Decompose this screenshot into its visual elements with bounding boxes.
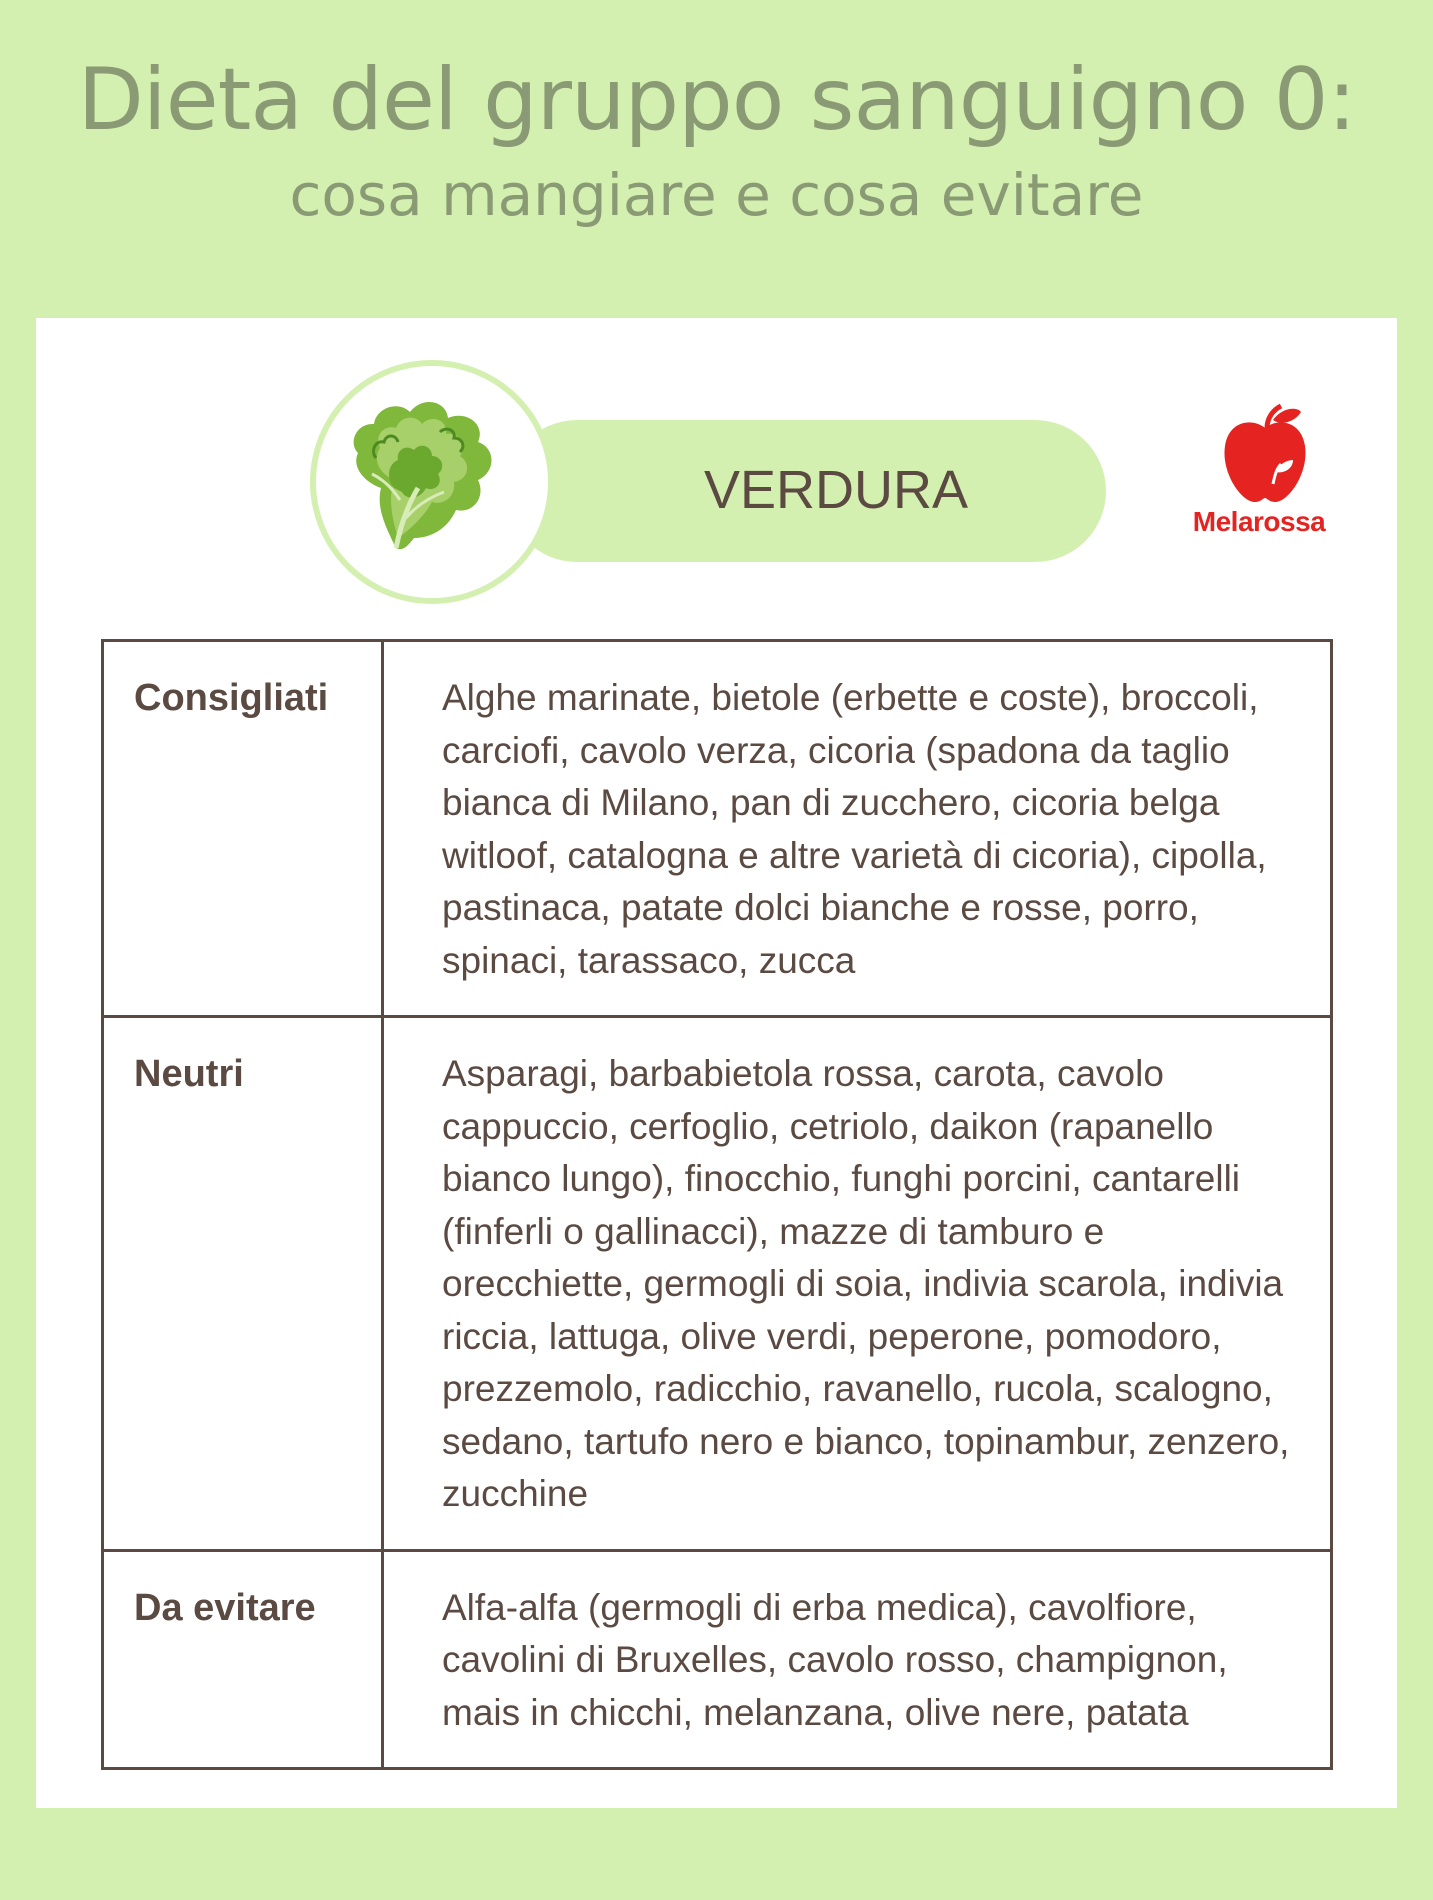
table-row — [103, 641, 1332, 1017]
category-items: Alghe marinate, bietole (erbette e coste), broccoli, carciofi, cavolo verza, cicoria (spadona da taglio bianca di Milano, pan di zucchero, cicoria belga witloof, catalogna e altre varietà di cicoria), cipolla, pastinaca, patate dolci bianche e rosse, porro, spinaci, tarassaco, zucca — [383, 641, 1332, 1017]
category-label: Da evitare — [103, 1550, 383, 1769]
category-label: Neutri — [103, 1017, 383, 1551]
title-block — [0, 40, 1433, 230]
diet-table — [101, 639, 1333, 1770]
section-label: VERDURA — [703, 460, 969, 520]
category-items: Asparagi, barbabietola rossa, carota, cavolo cappuccio, cerfoglio, cetriolo, daikon (rapanello bianco lungo), finocchio, funghi porcini, cantarelli (finferli o gallinacci), mazze di tamburo e orecchiette, germogli di soia, indivia scarola, indivia riccia, lattuga, olive verdi, peperone, pomodoro, prezzemolo, radicchio, ravanello, rucola, scalogno, sedano, tartufo nero e bianco, topinambur, zenzero, zucchine — [383, 1017, 1332, 1551]
brand-logo — [1169, 398, 1349, 548]
table-row — [103, 1017, 1332, 1551]
category-items: Alfa-alfa (germogli di erba medica), cavolfiore, cavolini di Bruxelles, cavolo rosso, champignon, mais in chicchi, melanzana, olive nere, patata — [383, 1550, 1332, 1769]
content-card — [36, 318, 1397, 1808]
page-subtitle: cosa mangiare e cosa evitare — [289, 161, 1144, 229]
lettuce-icon — [336, 388, 516, 568]
table-row — [103, 1550, 1332, 1769]
category-label: Consigliati — [103, 641, 383, 1017]
apple-logo-icon — [1215, 398, 1315, 508]
page-title: Dieta del gruppo sanguigno 0: — [77, 50, 1356, 150]
brand-name: Melarossa — [1192, 506, 1326, 537]
